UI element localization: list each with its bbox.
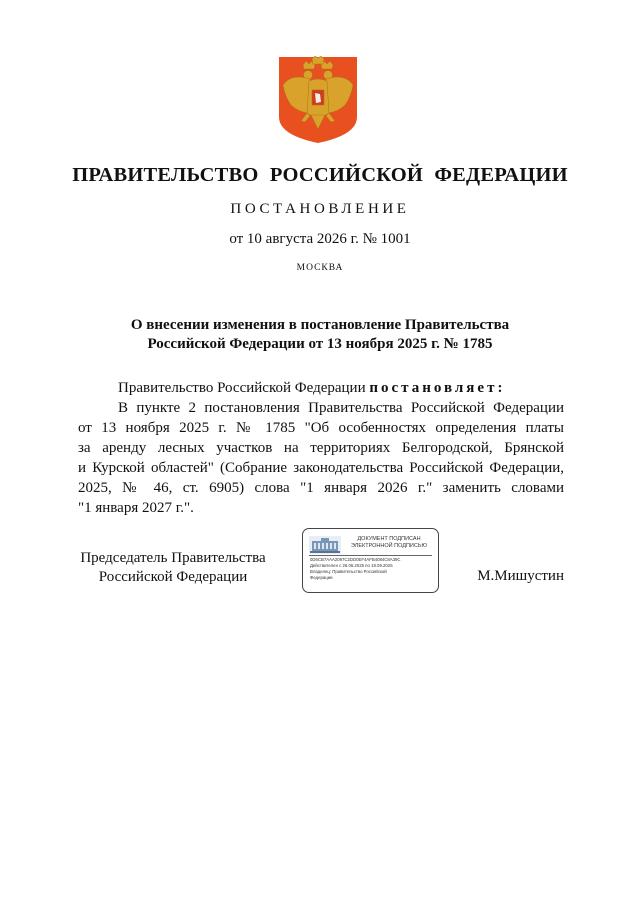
subject-line: О внесении изменения в постановление Правительства [130,317,510,333]
signatory-position [78,549,268,587]
body-line: "1 января 2027 г.". [78,500,194,516]
government-title: ПРАВИТЕЛЬСТВО РОССИЙСКОЙ ФЕДЕРАЦИИ [72,164,568,186]
document-date-number: от 10 августа 2026 г. № 1001 [229,231,411,247]
stamp-certificate: 0D6CB7AAA2097C2DD0EF4AFB4084C8A39C [310,557,401,562]
stamp-divider [309,555,432,556]
stamp-header-line: ЭЛЕКТРОННОЙ ПОДПИСЬЮ [350,543,428,549]
coat-of-arms-icon [277,55,359,145]
signatory-position-line: Председатель Правительства [80,550,266,566]
document-subject [0,316,640,354]
signatory-name: М.Мишустин [477,568,564,584]
body-line: за аренду лесных участков на территориях Белгородской, Брянской [78,440,564,456]
stamp-info [310,557,434,581]
electronic-signature-stamp [302,528,439,593]
document-city: МОСКВА [296,263,344,273]
stamp-header [343,536,435,550]
stamp-owner-line: Владелец: Правительство Российской [310,569,387,574]
body-line: 2025, № 46, ст. 6905) слова "1 января 2026 г." заменить словами [78,480,564,496]
stamp-validity: Действителен с 26.06.2025 по 19.09.2026 [310,563,393,568]
document-body [78,378,564,518]
document-type: ПОСТАНОВЛЕНИЕ [230,201,410,217]
government-building-icon [309,536,341,554]
body-line: от 13 ноября 2025 г. № 1785 "Об особенностях определения платы [78,420,564,436]
body-line: и Курской областей" (Собрание законодательства Российской Федерации, [78,460,564,476]
decree-intro: Правительство Российской Федерации [118,380,370,396]
body-line: В пункте 2 постановления Правительства Российской Федерации [118,400,564,416]
subject-line: Российской Федерации от 13 ноября 2025 г. № 1785 [147,336,493,352]
stamp-owner-line: Федерации [310,575,333,580]
decree-word: постановляет: [369,380,506,396]
stamp-header-line: ДОКУМЕНТ ПОДПИСАН [357,536,421,542]
signatory-position-line: Российской Федерации [98,569,248,585]
decree-intro-line [78,378,564,398]
